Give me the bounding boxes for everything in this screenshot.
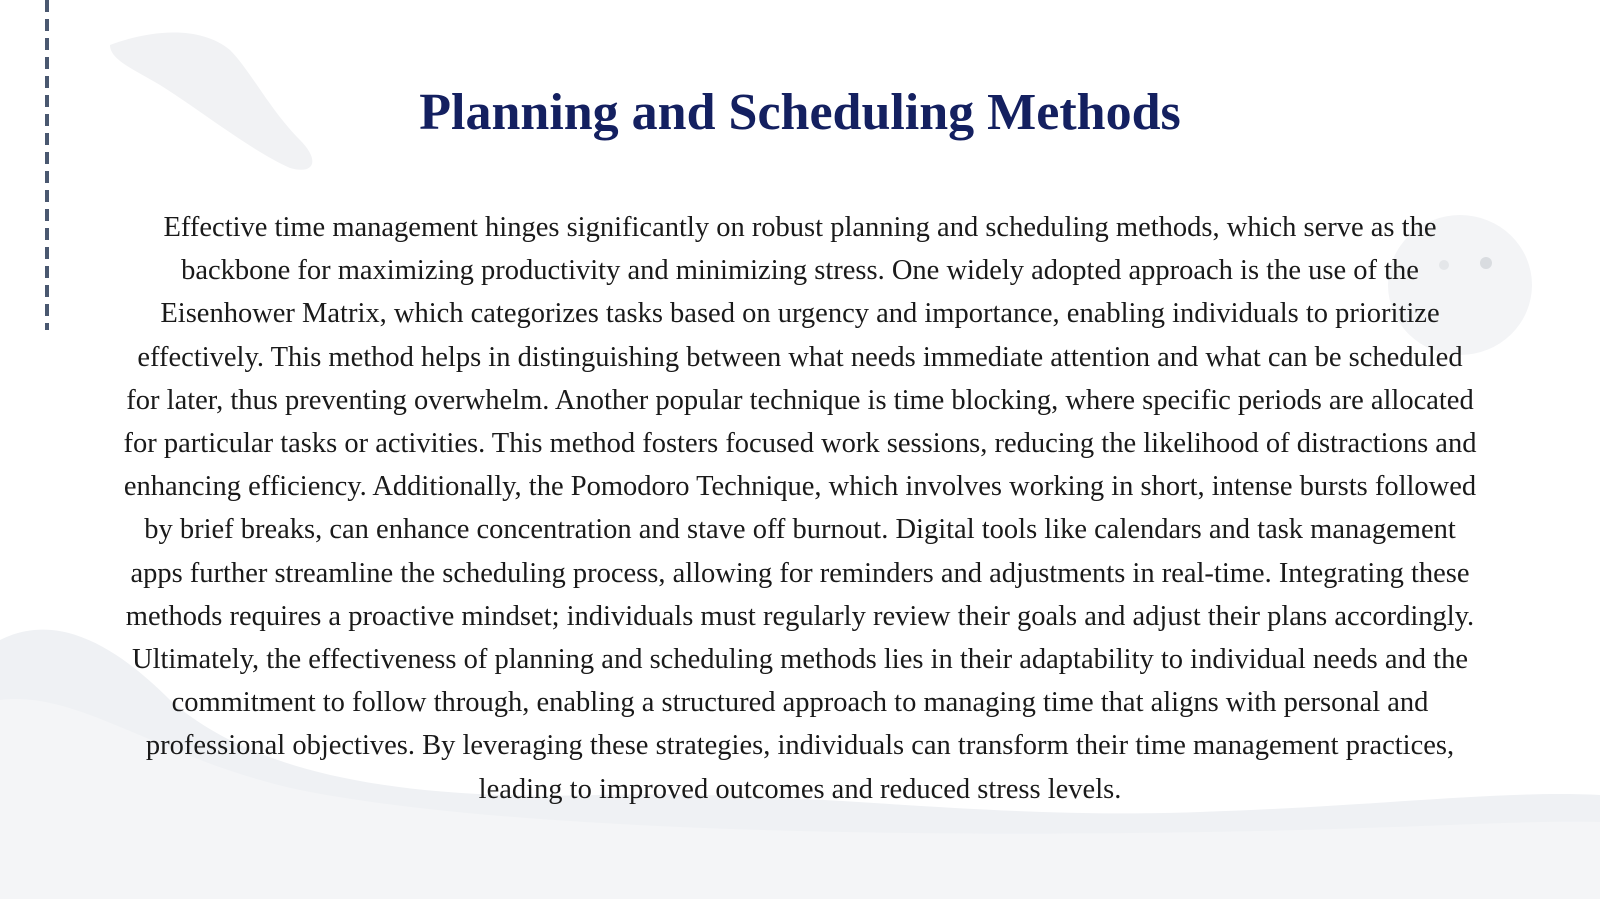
small-dot-2 [1480,257,1492,269]
vertical-dashed-line [44,0,50,330]
slide-title: Planning and Scheduling Methods [419,84,1181,141]
slide-body-text: Effective time management hinges significantly on robust planning and scheduling methods, which serve as the backbone for maximizing productivity and minimizing stress. One widely adopted approach is the use of the Eisenhower Matrix, which categorizes tasks based on urgency and importance, enabling individuals to prioritize effectively. This method helps in distinguishing between what needs immediate attention and what can be scheduled for later, thus preventing overwhelm. Another popular technique is time blocking, where specific periods are allocated for particular tasks or activities. This method fosters focused work sessions, reducing the likelihood of distractions and enhancing efficiency. Additionally, the Pomodoro Technique, which involves working in short, intense bursts followed by brief breaks, can enhance concentration and stave off burnout. Digital tools like calendars and task management apps further streamline the scheduling process, allowing for reminders and adjustments in real-time. Integrating these methods requires a proactive mindset; individuals must regularly review their goals and adjust their plans accordingly. Ultimately, the effectiveness of planning and scheduling methods lies in their adaptability to individual needs and the commitment to follow through, enabling a structured approach to managing time that aligns with personal and professional objectives. By leveraging these strategies, individuals can transform their time management practices, leading to improved outcomes and reduced stress levels. [123,212,1477,805]
